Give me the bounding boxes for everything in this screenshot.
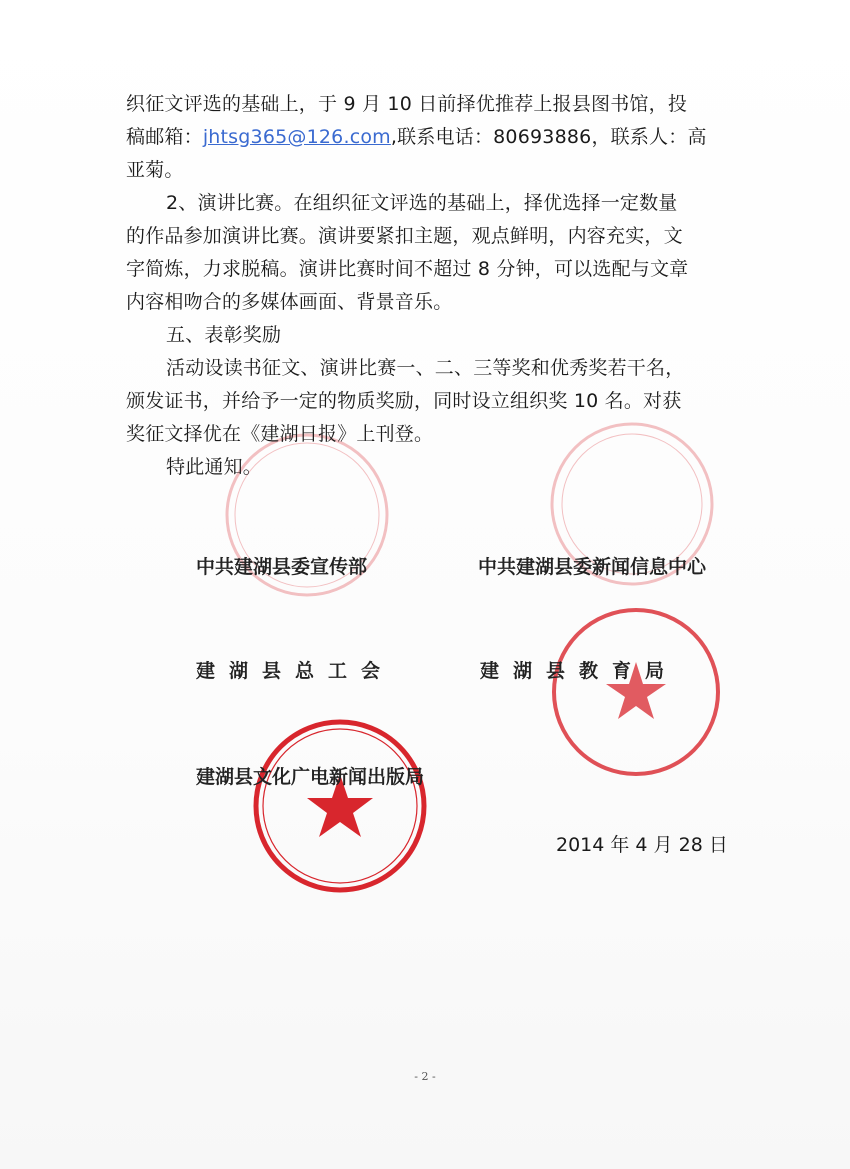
section-heading-awards: 五、表彰奖励 xyxy=(166,324,282,346)
page-number: - 2 - xyxy=(414,1070,436,1083)
text-line-4: 2、演讲比赛。在组织征文评选的基础上，择优选择一定数量 xyxy=(166,192,678,214)
seal-education-bureau xyxy=(548,604,724,780)
text-line-3: 亚菊。 xyxy=(126,159,184,181)
email-label: 稿邮箱： xyxy=(126,126,203,148)
email-link[interactable]: jhtsg365@126.com xyxy=(202,126,391,148)
signatory-news-center: 中共建湖县委新闻信息中心 xyxy=(478,556,707,578)
signatory-culture-bureau: 建湖县文化广电新闻出版局 xyxy=(196,766,425,788)
contact-info: ,联系电话：80693886，联系人：高 xyxy=(390,126,707,148)
signatory-publicity-dept: 中共建湖县委宣传部 xyxy=(196,556,368,578)
text-line-7: 内容相吻合的多媒体画面、背景音乐。 xyxy=(126,291,453,313)
text-line-1: 织征文评选的基础上，于 9 月 10 日前择优推荐上报县图书馆，投 xyxy=(126,93,688,115)
signatory-education-bureau: 建湖县教育局 xyxy=(480,660,679,682)
seal-culture-bureau xyxy=(250,716,430,896)
signatory-trade-union: 建湖县总工会 xyxy=(196,660,395,682)
closing-line: 特此通知。 xyxy=(166,456,263,478)
text-line-11: 奖征文择优在《建湖日报》上刊登。 xyxy=(126,423,434,445)
document-date: 2014 年 4 月 28 日 xyxy=(556,834,728,856)
text-line-6: 字简炼，力求脱稿。演讲比赛时间不超过 8 分钟，可以选配与文章 xyxy=(126,258,689,280)
text-line-9: 活动设读书征文、演讲比赛一、二、三等奖和优秀奖若干名， xyxy=(166,357,685,379)
body-text xyxy=(126,88,766,484)
text-line-2 xyxy=(126,121,766,154)
text-line-5: 的作品参加演讲比赛。演讲要紧扣主题，观点鲜明，内容充实，文 xyxy=(126,225,683,247)
text-line-10: 颁发证书，并给予一定的物质奖励，同时设立组织奖 10 名。对获 xyxy=(126,390,682,412)
